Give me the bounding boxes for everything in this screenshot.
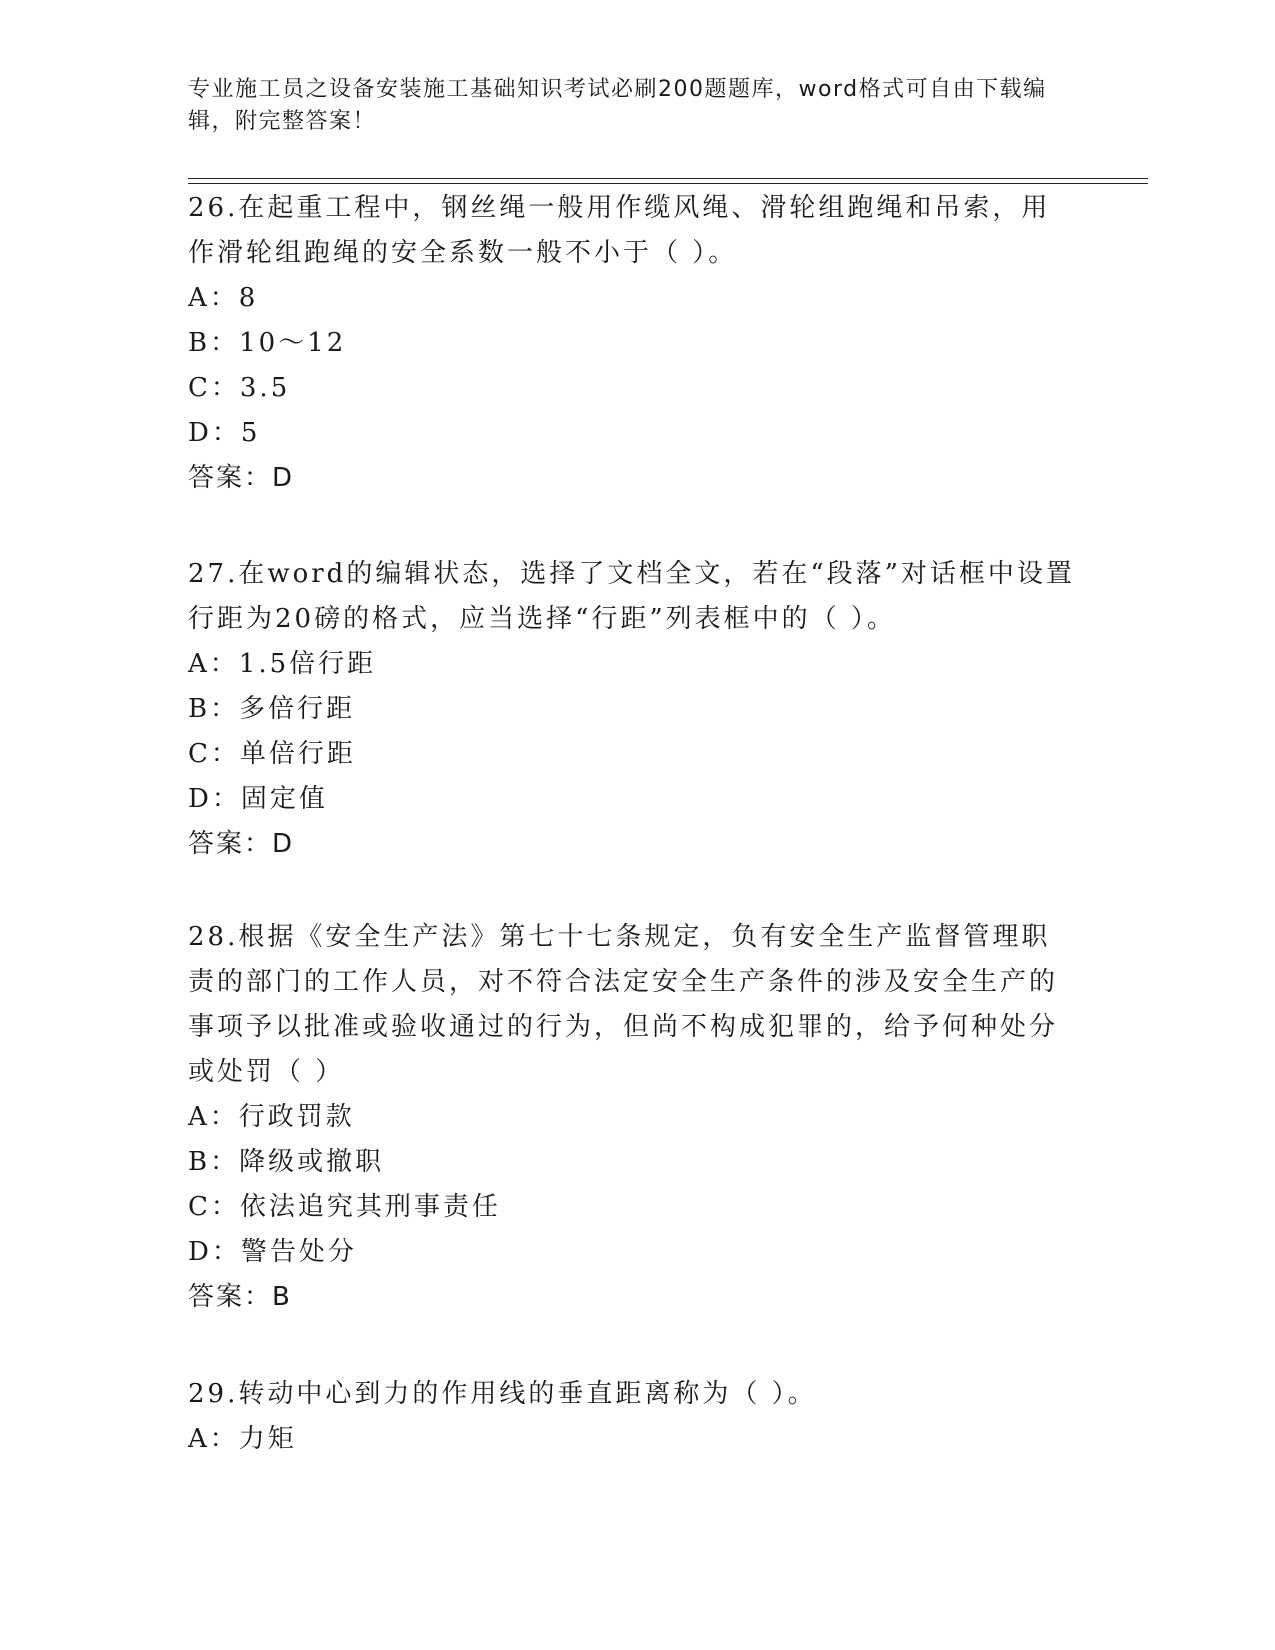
option-b: B：10～12 [188,328,347,358]
question-28 [188,915,1078,1320]
question-stem: 29.转动中心到力的作用线的垂直距离称为（ ）。 [188,1379,817,1409]
option-c: C：3.5 [188,373,291,403]
option-d: D：5 [188,418,261,448]
option-c: C：依法追究其刑事责任 [188,1192,501,1222]
option-d: D：固定值 [188,784,328,814]
header-divider-line [188,178,1148,179]
option-b: B：多倍行距 [188,694,356,724]
document-header: 专业施工员之设备安装施工基础知识考试必刷200题题库，word格式可自由下载编辑，附完整答案！ [188,77,1047,134]
option-c: C：单倍行距 [188,739,356,769]
option-b: B：降级或撤职 [188,1147,385,1177]
answer-key: 答案：B [188,1282,292,1312]
answer-key: 答案：D [188,829,295,859]
header-divider-line-second [188,183,1148,184]
question-26 [188,186,1078,501]
question-stem: 28.根据《安全生产法》第七十七条规定，负有安全生产监督管理职责的部门的工作人员，对不符合法定安全生产条件的涉及安全生产的事项予以批准或验收通过的行为，但尚不构成犯罪的，给予何种处分或处罚（ ） [188,922,1059,1087]
option-a: A：力矩 [188,1424,297,1454]
question-27 [188,552,1078,867]
option-a: A：1.5倍行距 [188,649,377,679]
option-a: A：8 [188,283,259,313]
answer-key: 答案：D [188,463,295,493]
question-29 [188,1372,1078,1462]
question-stem: 27.在word的编辑状态，选择了文档全文，若在“段落”对话框中设置行距为20磅的格式，应当选择“行距”列表框中的（ ）。 [188,559,1075,634]
option-d: D：警告处分 [188,1237,357,1267]
option-a: A：行政罚款 [188,1102,355,1132]
question-stem: 26.在起重工程中，钢丝绳一般用作缆风绳、滑轮组跑绳和吊索，用作滑轮组跑绳的安全系数一般不小于（ ）。 [188,193,1051,268]
